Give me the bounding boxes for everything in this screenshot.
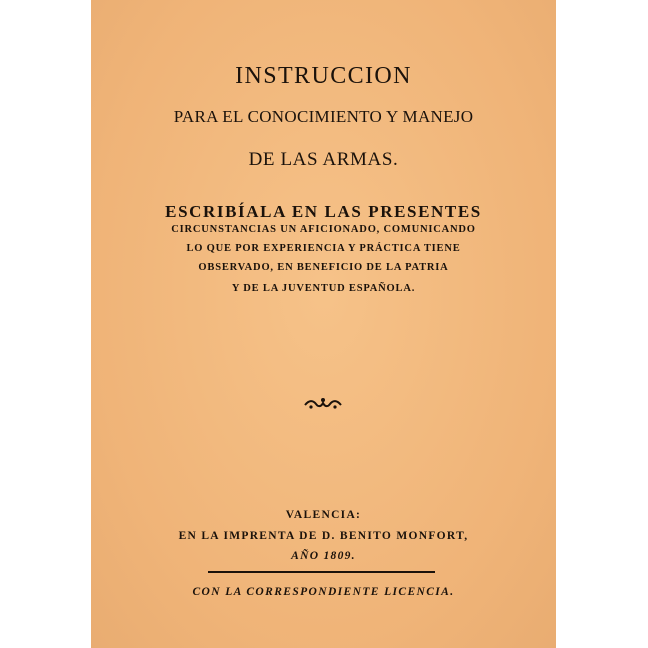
main-title: INSTRUCCION	[235, 63, 412, 89]
subtitle-line-4: OBSERVADO, EN BENEFICIO DE LA PATRIA	[198, 262, 449, 273]
subtitle-heading: ESCRIBÍALA EN LAS PRESENTES	[165, 202, 482, 221]
subtitle-line-5: Y DE LA JUVENTUD ESPAÑOLA.	[231, 283, 416, 294]
subtitle-line-2: CIRCUNSTANCIAS UN AFICIONADO, COMUNICANDO	[171, 224, 476, 235]
subtitle-line-3: LO QUE POR EXPERIENCIA Y PRÁCTICA TIENE	[186, 243, 461, 254]
printer-ornament-icon	[303, 396, 343, 412]
imprint-printer: EN LA IMPRENTA DE D. BENITO MONFORT,	[178, 530, 469, 542]
imprint-city: VALENCIA:	[285, 509, 362, 521]
divider-rule	[208, 571, 435, 573]
license-note: CON LA CORRESPONDIENTE LICENCIA.	[192, 586, 455, 598]
title-page	[91, 0, 556, 648]
title-line-3: DE LAS ARMAS.	[248, 149, 399, 170]
imprint-year: AÑO 1809.	[291, 550, 356, 562]
title-line-2: PARA EL CONOCIMIENTO Y MANEJO	[173, 107, 474, 126]
